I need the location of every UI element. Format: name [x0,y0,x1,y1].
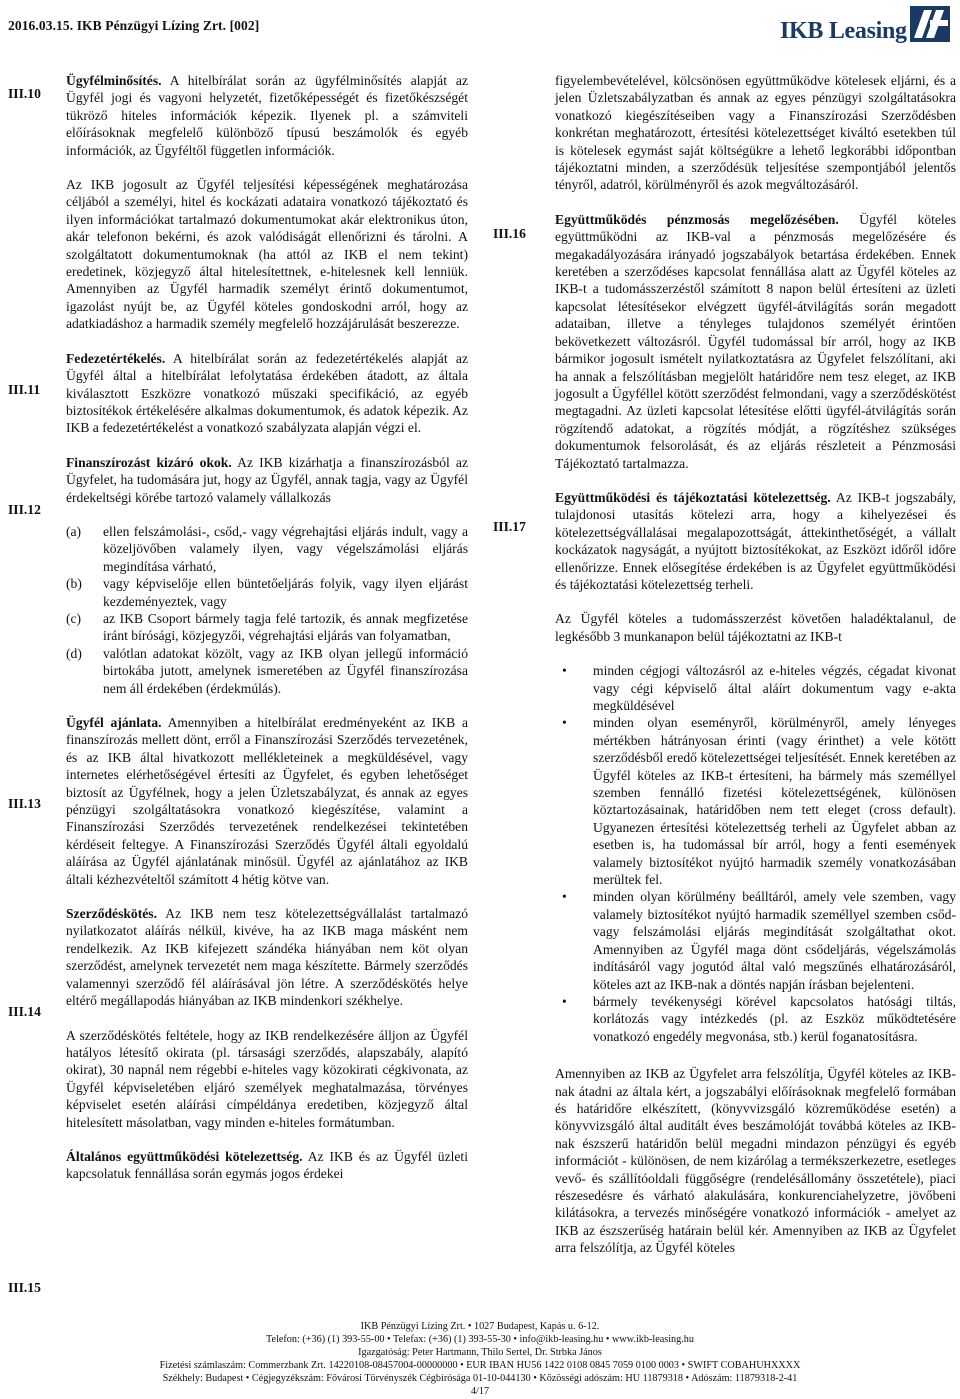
section-title: Ügyfél ajánlata. [66,715,162,730]
list-item [66,610,468,645]
list-item-label: (a) [66,523,82,539]
section-title: Finanszírozást kizáró okok. [66,454,232,470]
list-item-text: bármely tevékenységi körével kapcsolatos hatósági tiltás, korlátozás vagy intézkedés (pl. az Eszköz működtetésére vonatkozó engedély megvonása, stb.) kerül foganatosításra. [593,993,956,1044]
section-title: Ügyfélminősítés. [66,73,162,88]
section-title: Általános együttműködési kötelezettség. [66,1148,303,1164]
list-item [66,645,468,697]
section-III-12 [66,454,468,506]
section-III-16 [555,211,956,472]
section-text: A hitelbírálat során az fedezetértékelés alapját az Ügyfél által a hitelbírálat lefolytatása érdekében átadott, az általa kiválasztott Eszközre vonatkozó műszaki specifikáció, az egyéb biztosítékok értékelésére alkalmas dokumentumok, és adatok képezik. Az IKB a fedezetértékelést a vonatkozó szabályzata alapján végzi el. [66,350,468,436]
section-title: Szerződéskötés. [66,906,157,922]
list-item [555,662,956,714]
bullet-icon: • [562,715,567,731]
section-text: A hitelbírálat során az ügyfélminősítés alapját az Ügyfél jogi és vagyoni helyzetét, fizetőképességét és fizetőkészségét tükröző hiteles információk képezik. Ilyenek pl. a számviteli előírásoknak megfelelő különböző típusú beszámolók és egyéb információk, az Ügyféltől független információk. [66,73,468,158]
section-III-15 [66,1148,468,1183]
ikb-leasing-logo [780,6,950,50]
paragraph-continuation: figyelembevételével, kölcsönösen együttműködve kötelesek eljárni, és a jelen Üzletszabályzatban és annak az egyes pénzügyi szolgáltatásokra vonatkozó kiegészítéseiben vagy a Finanszírozási Szerződésben konkrétan meghatározott, értesítési kötelezettséget kiváltó esetekben túl is kötelesek egymást saját költségükre a lehető legkorábbi időpontban tájékoztatni minden, a szerződésük teljesítése szempontjából jelentős tényről, adatról, körülményről és azok megváltozásáról. [555,73,956,193]
bullet-icon: • [562,889,567,905]
document-title: 2016.03.15. IKB Pénzügyi Lízing Zrt. [002] [8,18,260,33]
paragraph: Az Ügyfél köteles a tudomásszerzést követően haladéktalanul, de legkésőbb 3 munkanapon belül tájékoztatni az IKB-t [555,611,956,644]
list-item-text: minden olyan körülmény beálltáról, amely vele szemben, vagy valamely biztosítékot nyújtó harmadik személlyel szemben csőd- vagy felszámolási eljárás megindítását szolgáltathat okot. Amennyiben az Ügyfél maga dönt csődeljárás, végelszámolás indításáról vagy jogutód által való megszűnés elhatározásáról, köteles azt az IKB-nak a döntés napján írásban bejelenteni. [593,889,956,992]
footer-contact: Telefon: (+36) (1) 393-55-00 • Telefax: (+36) (1) 393-55-30 • info@ikb-leasing.hu • www.ikb-leasing.hu [266,1334,694,1346]
list-item [555,888,956,992]
section-text: Ügyfél köteles együttműködni az IKB-val a pénzmosás megelőzésére és megakadályozására irányadó jogszabályok betartása érdekében. Ennek keretében a szerződéses kapcsolat fennállása alatt az Ügyfél köteles az IKB-t a tudomásszerzéstől számított 8 napon belül értesíteni az üzleti kapcsolat létesítésekor elvégzett ügyfél-átvilágítás során megadott adataiban, illetve a tényleges tulajdonos személyét érintően bekövetkezett változásról. Ügyfél tudomással bír arról, hogy az IKB bármikor jogosult ismételt nyilatkoztatásra az Ügyfelet felszólítani, aki ha annak a felszólításban megjelölt határidőre nem tesz eleget, az IKB jogosult a Ügyféllel kötött szerződést felmondani, vagy a szerződéskötést megtagadni. Az üzleti kapcsolat létesítése előtti ügyfél-átvilágítás során rögzítendő adatokat, a rögzítés módját, a rögzítéshez szükséges dokumentumok felsorolását, és az eljárás részleteit a Pénzmosási Tájékoztató tartalmazza. [555,211,956,471]
section-title: Együttműködés pénzmosás megelőzésében. [555,211,839,227]
list-item-text: az IKB Csoport bármely tagja felé tartozik, és annak megfizetése iránt bírósági, közjegyzői, végrehajtási eljárás van folyamatban, [103,610,468,644]
section-number-III-13: III.13 [8,796,41,811]
section-text: Az IKB-t jogszabály, tulajdonosi utasítás kötelezi arra, hogy a kihelyezései és kötelezettségvállalásai megalapozottságát, áttekinthetőségét, a vállalt kockázatok nagyságát, a nyújtott biztosítékokat, az Eszközt időről időre ellenőrizze. Ennek elősegítése érdekében is az Ügyfelet együttműködési és tájékoztatási kötelezettség terheli. [555,489,956,592]
section-number-III-11: III.11 [8,382,41,397]
bullet-icon: • [562,993,567,1009]
list-item [66,523,468,575]
list-item-text: vagy képviselője ellen büntetőeljárás folyik, vagy ilyen eljárást kezdeményeztek, vagy [103,576,468,609]
section-III-17 [555,489,956,593]
section-III-11 [66,350,468,437]
footer-registry: Székhely: Budapest • Cégjegyzékszám: Fővárosi Törvényszék Cégbírósága 01-10-044130 • Közösségi adószám: HU 11879318 • Adószám: 11879318-2-41 [162,1373,798,1385]
section-text: Amennyiben a hitelbírálat eredményeként az IKB a finanszírozás mellett dönt, erről a Finanszírozási Szerződés tervezetének, és az IKB által hivatkozott mellékleteinek a megküldésével, vagy internetes elérhetőségével értesíti az Ügyfelet, és egyben lehetőséget biztosít az Ügyfélnek, hogy a jelen Üzletszabályzat, és annak az egyes pénzügyi szolgáltatásokra vonatkozó kiegészítése, valamint a Finanszírozási Szerződés tervezetének rendelkezései tekintetében kérdéseit feltegye. A Finanszírozási Szerződés Ügyfél általi egyoldalú aláírása az Ügyfél ajánlatának minősül. Ügyfél az ajánlatához az IKB általi kézhezvételtől számított 4 hétig kötve van. [66,715,469,887]
list-item-label: (d) [66,645,82,661]
section-text: Az IKB nem tesz kötelezettségvállalást tartalmazó nyilatkozatot aláírás nélkül, kivéve, ha az IKB maga másként nem rendelkezik. Az IKB kifejezett szándéka hiányában nem köt olyan szerződést, amelynek tervezetét nem maga készítette. Bármely szerződés valamennyi szerződő fél aláírásával jön létre. A szerződéskötés helye eltérő megállapodás hiányában az IKB mindenkori székhelye. [66,906,468,1009]
left-column [66,72,468,1183]
bullet-icon: • [562,663,567,679]
exclusion-list [66,523,468,697]
list-item-text: ellen felszámolási-, csőd,- vagy végrehajtási eljárás indult, vagy a közeljövőben valamely ilyen, vagy végelszámolási eljárás megindítása várható, [103,523,468,574]
paragraph: Amennyiben az IKB az Ügyfelet arra felszólítja, Ügyfél köteles az IKB-nak átadni az általa kért, a jogszabályi előírásoknak megfelelő formában és határidőre elkészített, (könyvvizsgáló közreműködése esetén) a könyvvizsgáló által auditált éves beszámolóját továbbá köteles az IKB-nak észszerű határidőn belül megadni mindazon pénzügyi és egyéb információt - különösen, de nem kizárólag a termékszerkezetre, esetleges vevő- és szállítóoldali függőségre (rendelésállomány összetétele), piaci részesedésre és várható alakulására, konkurenciahelyzetre, jövőbeni kilátásokra, a tervezés minőségére vonatkozó információk - amelyet az IKB az észszerűség határain belül kér. Amennyiben az IKB az Ügyfelet arra felszólítja, az Ügyfél köteles [555,1066,956,1256]
footer-board: Igazgatóság: Peter Hartmann, Thilo Sertel, Dr. Strbka János [358,1347,602,1359]
section-number-III-15: III.15 [8,1280,41,1295]
footer-bank: Fizetési számlaszám: Commerzbank Zrt. 14220108-08457004-00000000 • EUR IBAN HU56 1422 0108 0845 7059 0100 0003 • SWIFT COBAHUHXXXX [159,1360,801,1372]
section-III-14 [66,905,468,1009]
section-number-III-16: III.16 [493,226,526,241]
section-number-III-12: III.12 [8,502,41,517]
section-number-III-10: III.10 [8,86,41,101]
section-text: Az IKB és az Ügyfél üzleti kapcsolatuk fennállása során egymás jogos érdekei [66,1148,468,1182]
footer-company: IKB Pénzügyi Lízing Zrt. • 1027 Budapest, Kapás u. 6-12. [360,1321,600,1332]
list-item-text: minden cégjogi változásról az e-hiteles végzés, cégadat kivonat vagy cégi képviselő által aláírt dokumentum vagy e-akta megküldésével [593,663,956,713]
page-number: 4/17 [470,1386,490,1398]
logo-text: IKB Leasing [780,18,907,44]
right-column [555,72,956,1257]
list-item-text: valótlan adatokat közölt, vagy az IKB olyan jellegű információ birtokába jutott, amelynek ismeretében az Ügyfél finanszírozása nem áll érdekében (érdekmúlás). [103,645,468,696]
section-III-13 [66,714,468,888]
page-footer [0,1320,960,1399]
list-item-label: (b) [66,576,82,592]
section-number-III-14: III.14 [8,1004,41,1019]
list-item-text: minden olyan eseményről, körülményről, amely lényeges mértékben hátrányosan érinti (vagy érinthet) a vele kötött szerződésből eredő kötelezettségei teljesítését. Ennek keretében az Ügyfél köteles az IKB-t értesíteni, ha bármely más személlyel szemben fennálló fizetési kötelezettségének, különösen köztartozásainak, határidőben nem tett eleget (cross default). Ugyanezen értesítési kötelezettség terheli az Ügyfelet abban az esetben is, ha tudomással bír arról, hogy a fenti események valamely biztosítékot nyújtó harmadik személy vonatkozásában merültek fel. [593,715,956,888]
list-item [555,714,956,888]
list-item [555,993,956,1045]
list-item-label: (c) [66,610,82,626]
notification-list [555,662,956,1045]
section-title: Együttműködési és tájékoztatási kötelezettség. [555,489,831,505]
page-header [0,0,960,58]
section-title: Fedezetértékelés. [66,350,166,366]
list-item [66,575,468,610]
section-text: Az IKB kizárhatja a finanszírozásból az Ügyfelet, ha tudomására jut, hogy az Ügyfél, annak tagja, vagy az Ügyfél érdekeltségi körébe tartozó valamely vállalkozás [66,454,468,505]
section-number-III-17: III.17 [493,519,526,534]
paragraph: A szerződéskötés feltétele, hogy az IKB rendelkezésére álljon az Ügyfél hatályos létesítő okirata (pl. társasági szerződés, alapszabály, alapító okirat), 30 napnál nem régebbi e-hiteles vagy közokirati cégkivonata, az Ügyfél képviseletében eljáró személyek meghatalmazása, törvényes képviselet esetén aláírási címpéldánya eredetiben, közjegyző által hitelesített másolatban, vagy minden e-hiteles formátumban. [66,1027,468,1130]
ikb-logo-icon [910,6,950,42]
section-III-10 [66,72,468,159]
paragraph: Az IKB jogosult az Ügyfél teljesítési képességének meghatározása céljából a személyi, hitel és kockázati adataira vonatkozó tájékoztató és ilyen információkat tartalmazó dokumentumokat akár elektronikus úton, akár telefonon bekérni, és azok valódiságát ellenőrizni és tárolni. A szolgáltatott dokumentumoknak (ha attól az IKB el nem tekint) eredetinek, közjegyző által hitelesítettnek, e-hitelesnek kell lenniük. Amennyiben az Ügyfél harmadik személyt érintő dokumentumot, igazolást nyújt be, az Ügyfél köteles gondoskodni arról, hogy az adatkiadáshoz a harmadik személy megfelelő hozzájárulását beszerezze. [66,177,468,332]
